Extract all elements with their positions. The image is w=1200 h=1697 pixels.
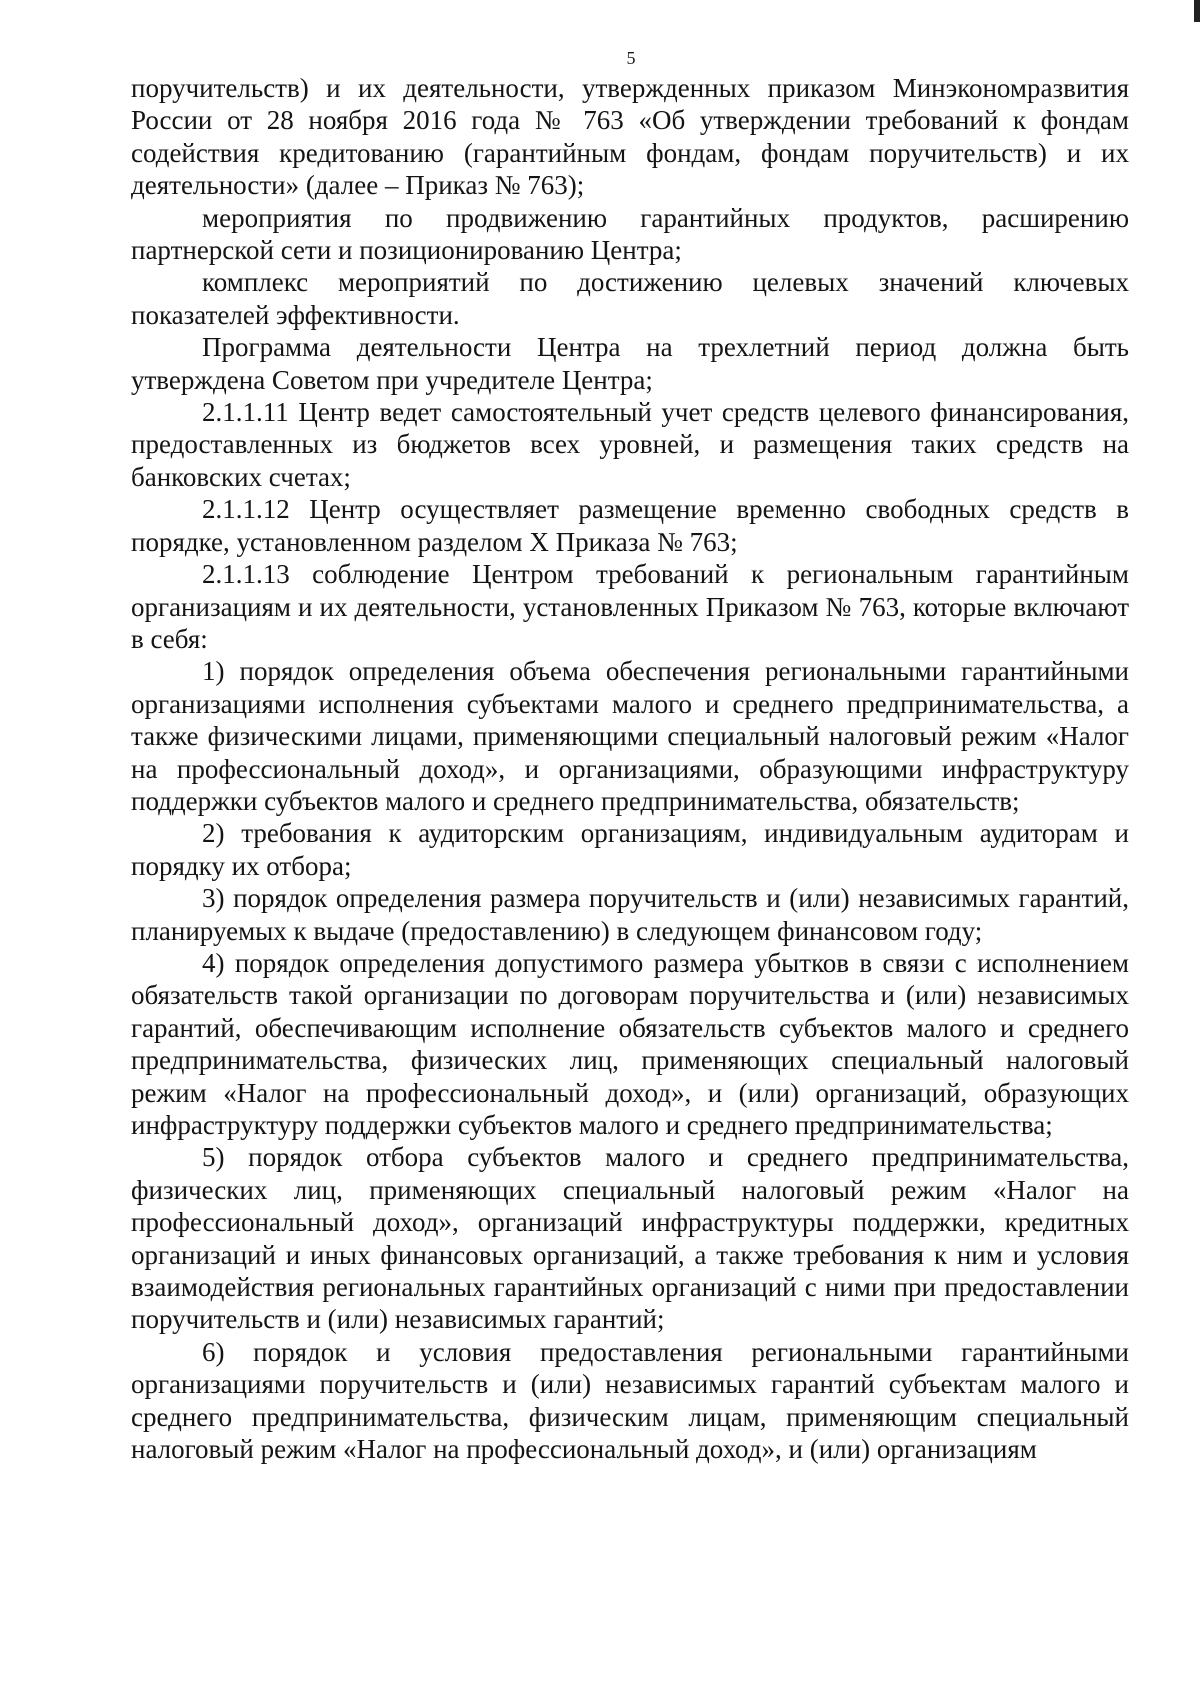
list-item: 6) порядок и условия предоставления региональными гарантийными организациями поручительств и (или) независимых гарантий субъектам малого и среднего предпринимательства, физическим лицам, применяющим специальный налоговый режим «Налог на профессиональный доход», и (или) организациям	[131, 1336, 1129, 1465]
list-item: 5) порядок отбора субъектов малого и среднего предпринимательства, физических лиц, применяющих специальный налоговый режим «Налог на профессиональный доход», организаций инфраструктуры поддержки, кредитных организаций и иных финансовых организаций, а также требования к ним и условия взаимодействия региональных гарантийных организаций с ними при предоставлении поручительств и (или) независимых гарантий;	[131, 1142, 1129, 1335]
list-item: 2) требования к аудиторским организациям, индивидуальным аудиторам и порядку их отбора;	[131, 818, 1129, 881]
list-item: 3) порядок определения размера поручительств и (или) независимых гарантий, планируемых к выдаче (предоставлению) в следующем финансовом году;	[131, 883, 1129, 946]
paragraph-continuation: поручительств) и их деятельности, утвержденных приказом Минэкономразвития России от 28 ноября 2016 года № 763 «Об утверждении требований к фондам содействия кредитованию (гарантийным фондам, фондам поручительств) и их деятельности» (далее – Приказ № 763);	[131, 73, 1129, 201]
scan-edge-mark	[1194, 0, 1200, 22]
paragraph: 2.1.1.13 соблюдение Центром требований к региональным гарантийным организациям и их деятельности, установленных Приказом № 763, которые включают в себя:	[131, 559, 1129, 654]
paragraph: комплекс мероприятий по достижению целевых значений ключевых показателей эффективности.	[131, 267, 1129, 330]
document-body	[131, 72, 1129, 1465]
paragraph: мероприятия по продвижению гарантийных продуктов, расширению партнерской сети и позиционированию Центра;	[131, 202, 1129, 266]
page-number: 5	[626, 48, 636, 68]
paragraph: 2.1.1.12 Центр осуществляет размещение временно свободных средств в порядке, установленном разделом X Приказа № 763;	[131, 494, 1129, 557]
paragraph: Программа деятельности Центра на трехлетний период должна быть утверждена Советом при учредителе Центра;	[131, 332, 1129, 395]
list-item: 4) порядок определения допустимого размера убытков в связи с исполнением обязательств такой организации по договорам поручительства и (или) независимых гарантий, обеспечивающим исполнение обязательств субъектов малого и среднего предпринимательства, физических лиц, применяющих специальный налоговый режим «Налог на профессиональный доход», и (или) организаций, образующих инфраструктуру поддержки субъектов малого и среднего предпринимательства;	[131, 947, 1129, 1140]
paragraph: 2.1.1.11 Центр ведет самостоятельный учет средств целевого финансирования, предоставленных из бюджетов всех уровней, и размещения таких средств на банковских счетах;	[131, 397, 1129, 492]
list-item: 1) порядок определения объема обеспечения региональными гарантийными организациями исполнения субъектами малого и среднего предпринимательства, а также физическими лицами, применяющими специальный налоговый режим «Налог на профессиональный доход», и организациями, образующими инфраструктуру поддержки субъектов малого и среднего предпринимательства, обязательств;	[131, 656, 1129, 816]
